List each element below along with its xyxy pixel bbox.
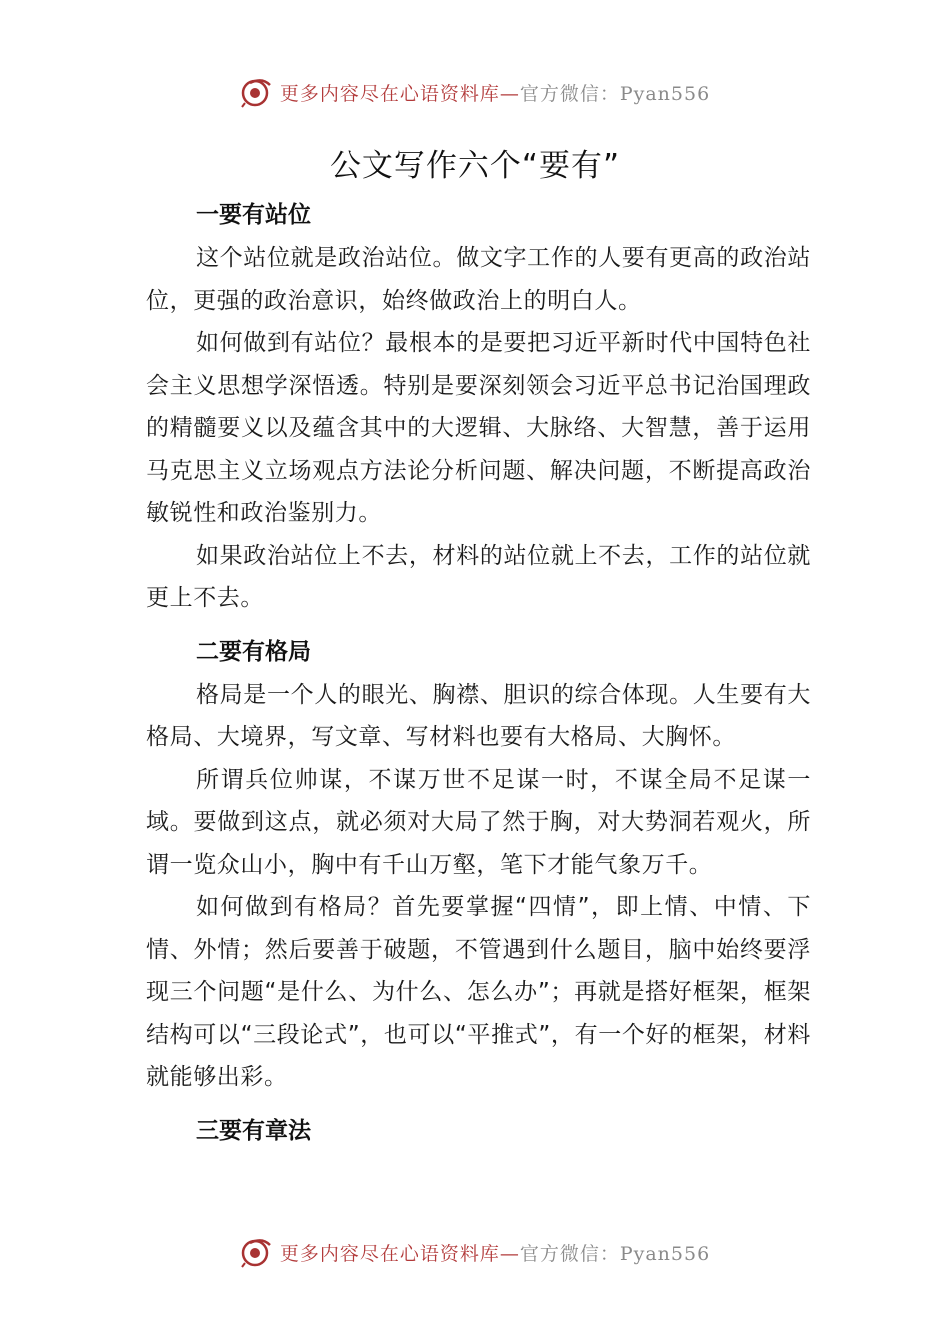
paragraph: 这个站位就是政治站位。做文字工作的人要有更高的政治站位，更强的政治意识，始终做政治上的明白人。: [146, 245, 811, 314]
document-body: [146, 193, 811, 1153]
watermark-dash: —: [499, 82, 520, 105]
paragraph: 格局是一个人的眼光、胸襟、胆识的综合体现。人生要有大格局、大境界，写文章、写材料也要有大格局、大胸怀。: [146, 681, 811, 750]
watermark-logo-icon: [240, 75, 274, 109]
watermark-logo-icon: [240, 1235, 274, 1269]
watermark-main: 更多内容尽在心语资料库: [279, 1242, 500, 1265]
paragraph: 如果政治站位上不去，材料的站位就上不去，工作的站位就更上不去。: [146, 542, 811, 611]
section-heading: 三要有章法: [196, 1117, 311, 1144]
paragraph: 如何做到有站位？最根本的是要把习近平新时代中国特色社会主义思想学深悟透。特别是要深刻领会习近平总书记治国理政的精髓要义以及蕴含其中的大逻辑、大脉络、大智慧，善于运用马克思主义立场观点方法论分析问题、解决问题，不断提高政治敏锐性和政治鉴别力。: [146, 330, 811, 526]
watermark-text: [280, 79, 710, 106]
watermark-wechat: 官方微信：Pyan556: [519, 1242, 711, 1265]
document-title: 公文写作六个“要有”: [329, 148, 621, 184]
watermark-wechat: 官方微信：Pyan556: [519, 82, 711, 105]
paragraph: 如何做到有格局？首先要掌握“四情”，即上情、中情、下情、外情；然后要善于破题，不管遇到什么题目，脑中始终要浮现三个问题“是什么、为什么、怎么办”；再就是搭好框架，框架结构可以“三段论式”，也可以“平推式”，有一个好的框架，材料就能够出彩。: [146, 894, 811, 1090]
watermark-text: [280, 1239, 710, 1266]
paragraph: 所谓兵位帅谋，不谋万世不足谋一时，不谋全局不足谋一域。要做到这点，就必须对大局了然于胸，对大势洞若观火，所谓一览众山小，胸中有千山万壑，笔下才能气象万千。: [146, 766, 811, 878]
watermark-header: [0, 72, 950, 112]
watermark-main: 更多内容尽在心语资料库: [279, 82, 500, 105]
section-heading: 二要有格局: [196, 638, 311, 665]
section-heading: 一要有站位: [196, 202, 311, 228]
watermark-dash: —: [499, 1242, 520, 1265]
watermark-footer: [0, 1232, 950, 1272]
